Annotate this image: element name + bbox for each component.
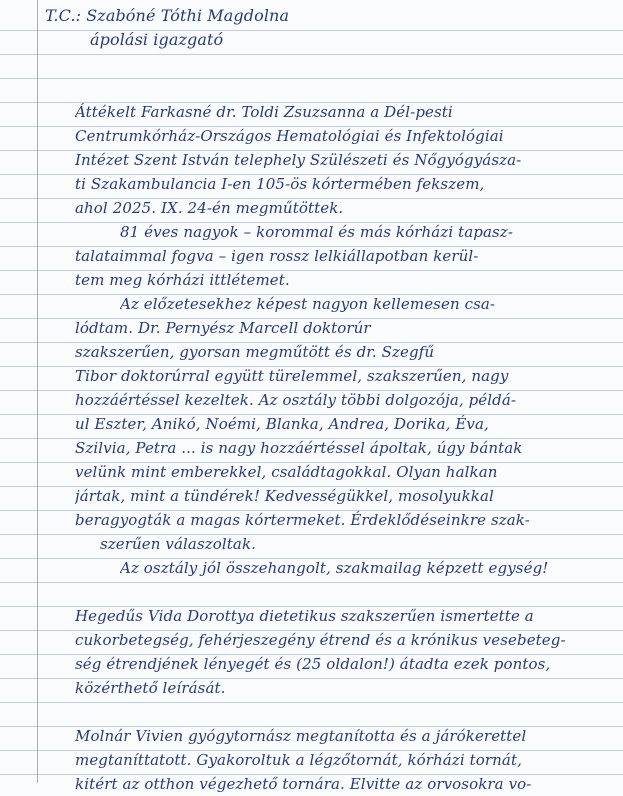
addressee-name: T.C.: Szabóné Tóthi Magdolna xyxy=(45,6,290,25)
letter-line: ul Eszter, Anikó, Noémi, Blanka, Andrea, Dorika, Éva, xyxy=(75,415,489,433)
letter-line: Áttékelt Farkasné dr. Toldi Zsuzsanna a Dél-pesti xyxy=(75,103,453,121)
letter-line: megtaníttatott. Gyakoroltuk a légzőtornát, kórházi tornát, xyxy=(75,751,522,769)
letter-line: ti Szakambulancia I-en 105-ös kórtermében fekszem, xyxy=(75,175,485,193)
letter-line: velünk mint emberekkel, családtagokkal. Olyan halkan xyxy=(75,463,498,481)
letter-line: Az előzetesekhez képest nagyon kellemesen csa- xyxy=(120,295,496,313)
letter-line: Hegedűs Vida Dorottya dietetikus szakszerűen ismertette a xyxy=(75,607,534,625)
letter-line: Tibor doktorúrral együtt türelemmel, szakszerűen, nagy xyxy=(75,367,509,385)
letter-line: tem meg kórházi ittlétemet. xyxy=(75,271,290,289)
letter-line: Az osztály jól összehangolt, szakmailag képzett egység! xyxy=(120,559,549,577)
letter-line: Szilvia, Petra ... is nagy hozzáértéssel ápoltak, úgy bántak xyxy=(75,439,523,457)
letter-line: Centrumkórház-Országos Hematológiai és Infektológiai xyxy=(75,127,504,145)
letter-line: ahol 2025. IX. 24-én megműtöttek. xyxy=(75,199,344,217)
letter-line: szakszerűen, gyorsan megműtött és dr. Szegfű xyxy=(75,343,435,361)
letter-line: hozzáértéssel kezeltek. Az osztály többi dolgozója, példá- xyxy=(75,391,517,409)
letter-line: cukorbetegség, fehérjeszegény étrend és a krónikus vesebeteg- xyxy=(75,631,566,649)
letter-line: kitért az otthon végezhető tornára. Elvitte az orvosokra vo- xyxy=(75,775,532,793)
letter-line: közérthető leírását. xyxy=(75,679,226,697)
letter-line: jártak, mint a tündérek! Kedvességükkel, mosolyukkal xyxy=(75,487,494,505)
addressee-title: ápolási igazgató xyxy=(90,30,224,49)
letter-line: szerűen válaszoltak. xyxy=(100,535,257,553)
letter-line: ség étrendjének lényegét és (25 oldalon!) átadta ezek pontos, xyxy=(75,655,551,673)
letter-line: talataimmal fogva – igen rossz lelkiállapotban kerül- xyxy=(75,247,479,265)
letter-line: beragyogták a magas kórtermeket. Érdeklődéseinkre szak- xyxy=(75,511,530,529)
letter-line: 81 éves nagyok – korommal és más kórházi tapasz- xyxy=(120,223,513,241)
letter-line: Intézet Szent István telephely Szülészeti és Nőgyógyásza- xyxy=(75,151,522,169)
letter-line: lódtam. Dr. Pernyész Marcell doktorúr xyxy=(75,319,371,337)
letter-line: Molnár Vivien gyógytornász megtanította és a járókerettel xyxy=(75,727,527,745)
